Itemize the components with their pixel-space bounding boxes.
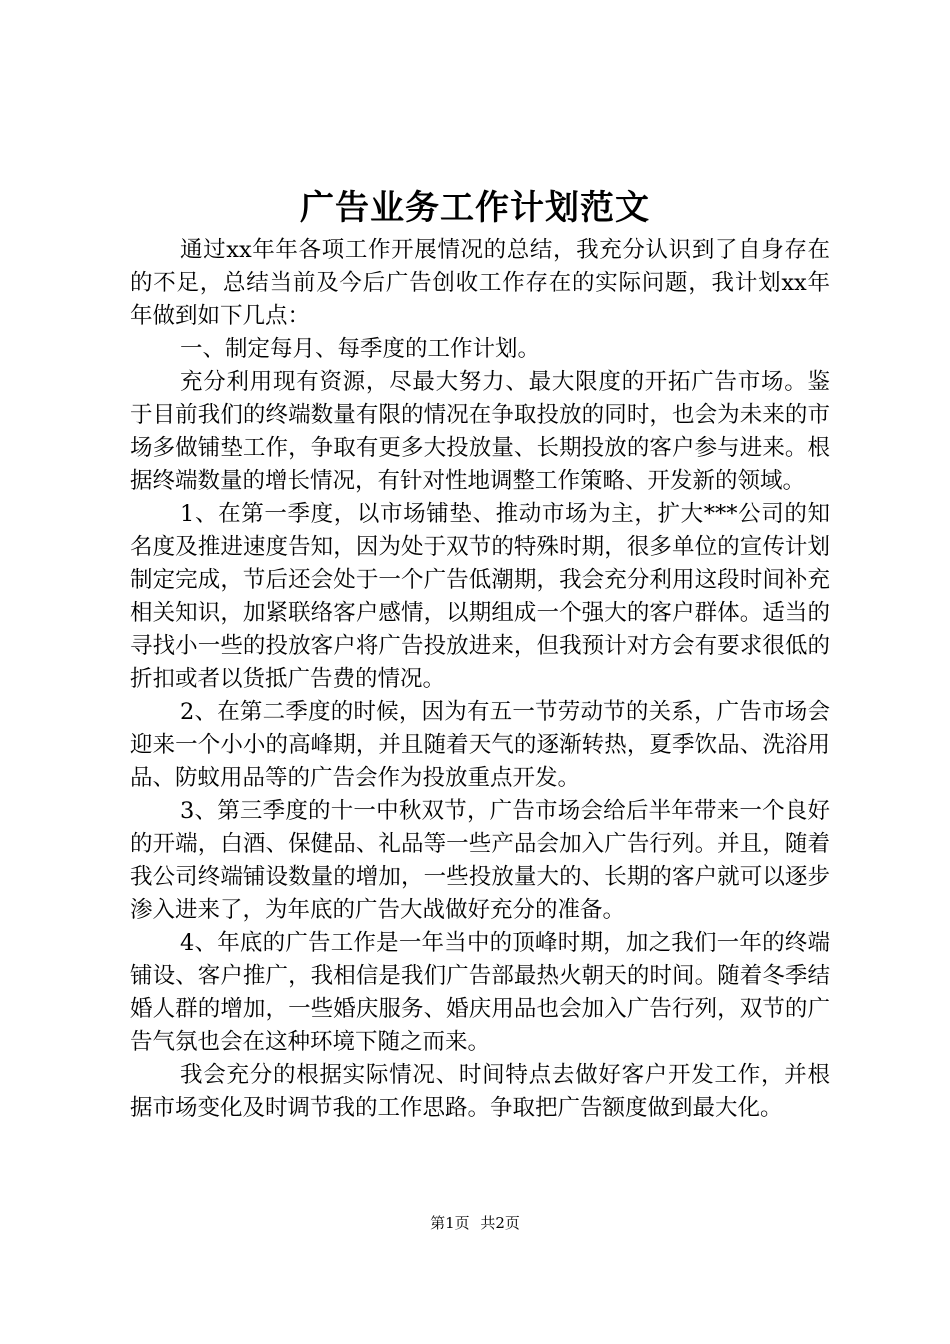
paragraph-conclusion: 我会充分的根据实际情况、时间特点去做好客户开发工作，并根据市场变化及时调节我的工作思路。争取把广告额度做到最大化。: [130, 1062, 830, 1121]
paragraph-q2: 2、在第二季度的时候，因为有五一节劳动节的关系，广告市场会迎来一个小小的高峰期，并且随着天气的逐渐转热，夏季饮品、洗浴用品、防蚊用品等的广告会作为投放重点开发。: [130, 699, 830, 791]
document-body: [130, 234, 830, 1125]
page-footer: [0, 1213, 950, 1233]
page-number-total: 共2页: [480, 1214, 520, 1232]
document-title: 广告业务工作计划范文: [300, 188, 650, 228]
paragraph-section-heading: 一、制定每月、每季度的工作计划。: [180, 336, 541, 362]
page-number-current: 第1页: [430, 1214, 470, 1232]
paragraph-q1: 1、在第一季度，以市场铺垫、推动市场为主，扩大***公司的知名度及推进速度告知，因为处于双节的特殊时期，很多单位的宣传计划制定完成，节后还会处于一个广告低潮期，我会充分利用这段时间补充相关知识，加紧联络客户感情，以期组成一个强大的客户群体。适当的寻找小一些的投放客户将广告投放进来，但我预计对方会有要求很低的折扣或者以货抵广告费的情况。: [130, 501, 830, 692]
paragraph-resources: 充分利用现有资源，尽最大努力、最大限度的开拓广告市场。鉴于目前我们的终端数量有限的情况在争取投放的同时，也会为未来的市场多做铺垫工作，争取有更多大投放量、长期投放的客户参与进来。根据终端数量的增长情况，有针对性地调整工作策略、开发新的领域。: [130, 369, 830, 494]
paragraph-intro: 通过xx年年各项工作开展情况的总结，我充分认识到了自身存在的不足，总结当前及今后广告创收工作存在的实际问题，我计划xx年年做到如下几点：: [130, 237, 830, 329]
paragraph-q3: 3、第三季度的十一中秋双节，广告市场会给后半年带来一个良好的开端，白酒、保健品、礼品等一些产品会加入广告行列。并且，随着我公司终端铺设数量的增加，一些投放量大的、长期的客户就可以逐步渗入进来了，为年底的广告大战做好充分的准备。: [130, 798, 830, 923]
paragraph-q4: 4、年底的广告工作是一年当中的顶峰时期，加之我们一年的终端铺设、客户推广，我相信是我们广告部最热火朝天的时间。随着冬季结婚人群的增加，一些婚庆服务、婚庆用品也会加入广告行列，双节的广告气氛也会在这种环境下随之而来。: [130, 930, 830, 1055]
